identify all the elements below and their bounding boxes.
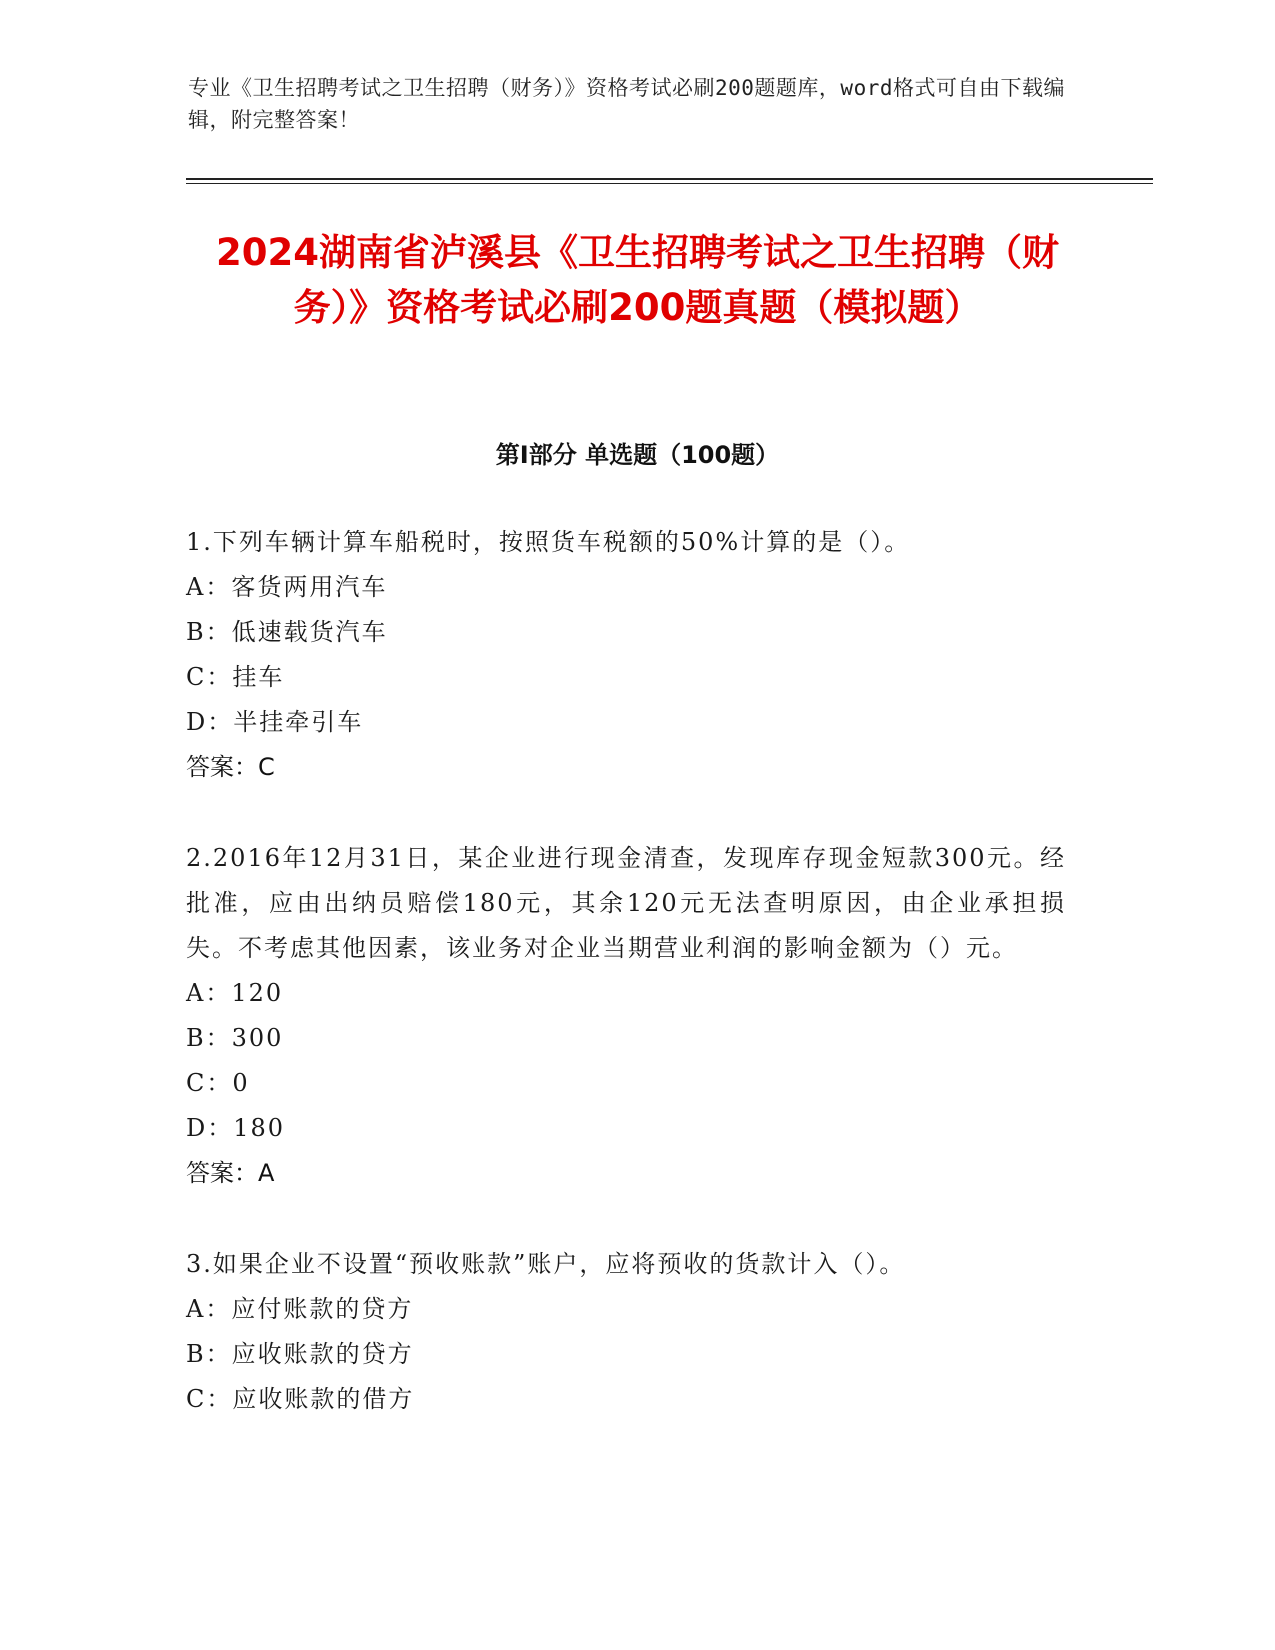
question-list bbox=[186, 520, 1066, 1468]
header-note: 专业《卫生招聘考试之卫生招聘（财务）》资格考试必刷200题题库，word格式可自由下载编辑，附完整答案！ bbox=[188, 76, 1065, 132]
question-2 bbox=[186, 836, 1066, 1196]
question-1 bbox=[186, 520, 1066, 790]
document-title: 2024湖南省泸溪县《卫生招聘考试之卫生招聘（财务）》资格考试必刷200题真题（模拟题） bbox=[216, 231, 1059, 329]
question-text: 1.下列车辆计算车船税时，按照货车税额的50%计算的是（）。 bbox=[186, 528, 911, 556]
option-b: B：应收账款的贷方 bbox=[186, 1340, 414, 1368]
option-b: B：低速载货汽车 bbox=[186, 618, 388, 646]
question-3 bbox=[186, 1242, 1066, 1422]
option-b: B：300 bbox=[186, 1024, 284, 1052]
header-divider-thin bbox=[186, 183, 1153, 184]
header-divider-thick bbox=[186, 178, 1153, 180]
answer: 答案：A bbox=[186, 1159, 275, 1187]
option-a: A：120 bbox=[186, 979, 284, 1007]
option-d: D：半挂牵引车 bbox=[186, 708, 364, 736]
question-text: 2.2016年12月31日，某企业进行现金清查，发现库存现金短款300元。经批准，应由出纳员赔偿180元，其余120元无法查明原因，由企业承担损失。不考虑其他因素，该业务对企业当期营业利润的影响金额为（）元。 bbox=[186, 844, 1066, 962]
option-c: C：挂车 bbox=[186, 663, 285, 691]
section-heading: 第Ⅰ部分 单选题（100题） bbox=[495, 441, 780, 469]
option-c: C：应收账款的借方 bbox=[186, 1385, 415, 1413]
option-c: C：0 bbox=[186, 1069, 250, 1097]
option-a: A：客货两用汽车 bbox=[186, 573, 388, 601]
option-d: D：180 bbox=[186, 1114, 286, 1142]
answer: 答案：C bbox=[186, 753, 275, 781]
option-a: A：应付账款的贷方 bbox=[186, 1295, 414, 1323]
question-text: 3.如果企业不设置“预收账款”账户，应将预收的货款计入（）。 bbox=[186, 1250, 906, 1278]
